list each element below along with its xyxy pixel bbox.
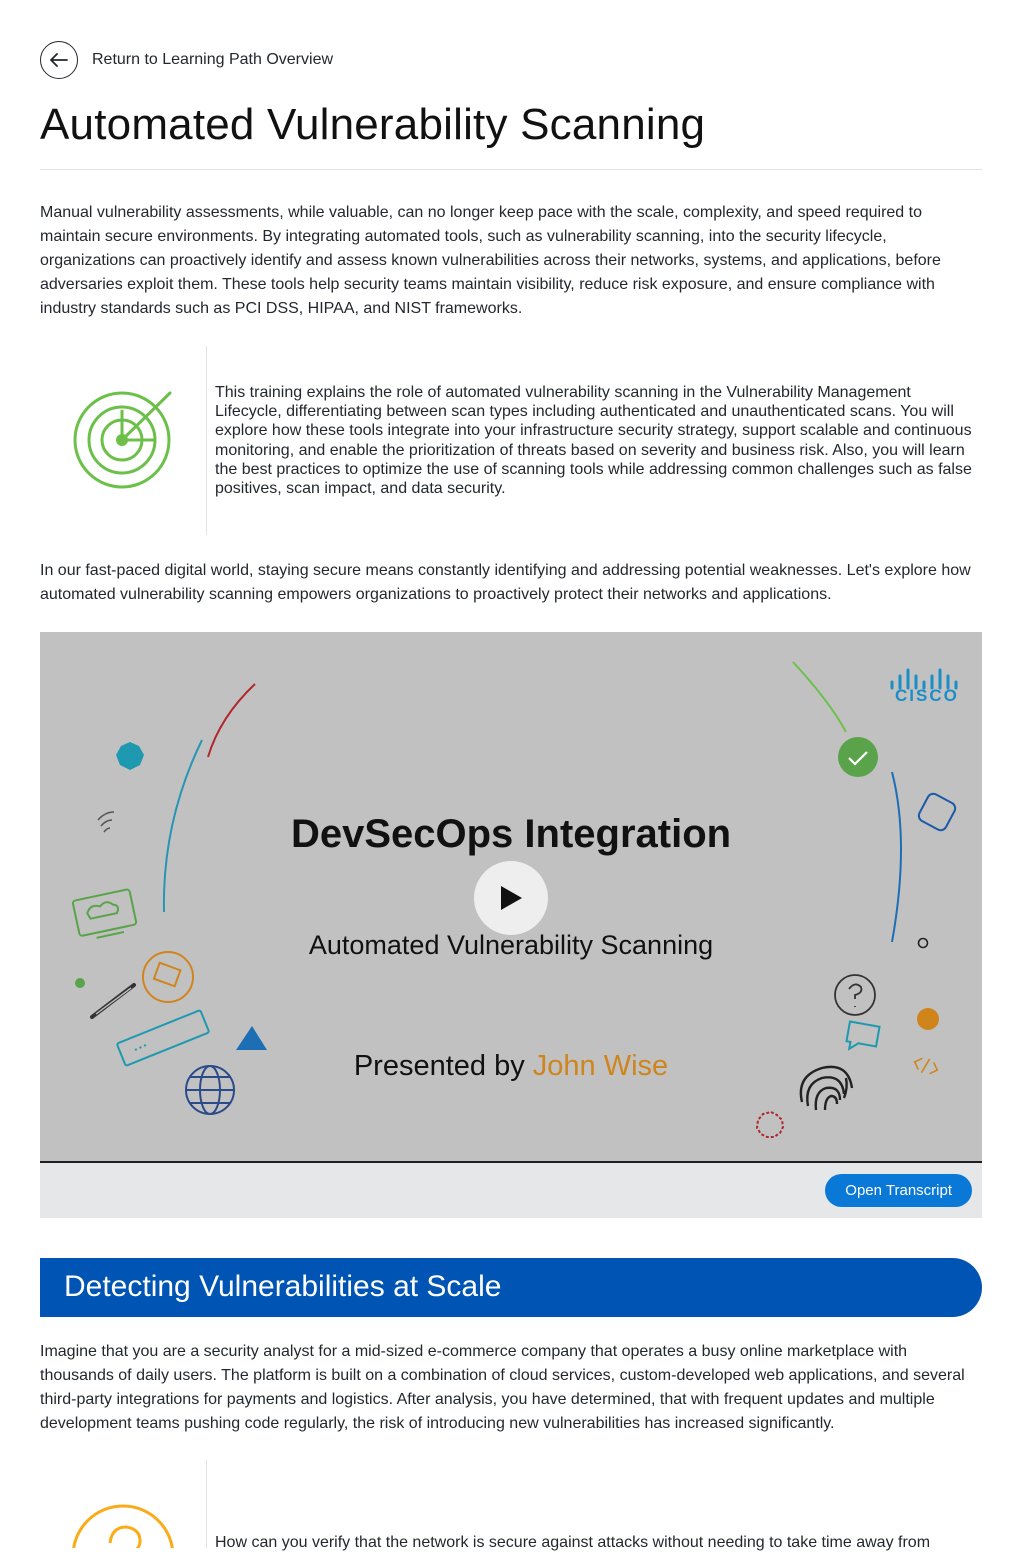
- video-title: DevSecOps Integration: [290, 812, 732, 856]
- scenario-paragraph: Imagine that you are a security analyst for a mid-sized e-commerce company that operates a busy online marketplace with thousands of daily users. The platform is built on a combination of cloud services, custom-developed web applications, and several third-party integrations for payments and logistics. After analysis, you have determined, that with frequent updates and multiple development teams pushing code regularly, the risk of introducing new vulnerabilities has increased significantly.: [40, 1343, 965, 1432]
- callout-divider: [206, 346, 207, 535]
- video-subtitle: Automated Vulnerability Scanning: [308, 930, 714, 960]
- page-title: Automated Vulnerability Scanning: [40, 100, 706, 149]
- back-arrow-icon[interactable]: [40, 41, 78, 79]
- section-heading: Detecting Vulnerabilities at Scale: [64, 1270, 502, 1303]
- callout-divider: [206, 1460, 207, 1548]
- radar-target-icon: [70, 388, 176, 494]
- video-controls-bar: [40, 1163, 982, 1218]
- play-icon[interactable]: [498, 884, 524, 912]
- return-to-overview-link[interactable]: [40, 40, 333, 80]
- play-button[interactable]: [474, 861, 548, 935]
- section-banner: [40, 1258, 982, 1317]
- scenario-question-text: How can you verify that the network is secure against attacks without needing to take time away from: [215, 1534, 931, 1551]
- training-overview-text: This training explains the role of automated vulnerability scanning in the Vulnerability Management Lifecycle, differentiating between scan types including authenticated and unauthenticated scans. You will explore how these tools integrate into your infrastructure security strategy, support scalable and continuous monitoring, and enable the prioritization of threats based on severity and business risk. Also, you will learn the best practices to optimize the use of scanning tools while addressing common challenges such as false positives, scan impact, and data security.: [215, 384, 972, 498]
- video-player[interactable]: [40, 632, 982, 1163]
- video-presenter-line: [40, 1050, 982, 1083]
- title-divider: [40, 169, 982, 170]
- cisco-logo: CISCO: [895, 686, 959, 705]
- presenter-name: John Wise: [532, 1050, 669, 1082]
- open-transcript-button[interactable]: Open Transcript: [825, 1174, 972, 1207]
- question-mark-icon: [70, 1503, 176, 1548]
- presented-by-label: Presented by: [353, 1050, 525, 1082]
- intro-paragraph: Manual vulnerability assessments, while valuable, can no longer keep pace with the scale, complexity, and speed required to maintain secure environments. By integrating automated tools, such as vulnerability scanning, into the security lifecycle, organizations can proactively identify and assess known vulnerabilities across their networks, systems, and applications, before adversaries exploit them. These tools help security teams maintain visibility, reduce risk exposure, and ensure compliance with industry standards such as PCI DSS, HIPAA, and NIST frameworks.: [40, 204, 941, 317]
- return-link-label[interactable]: Return to Learning Path Overview: [92, 51, 334, 68]
- lead-paragraph: In our fast-paced digital world, staying secure means constantly identifying and addressing potential weaknesses. Let's explore how automated vulnerability scanning empowers organizations to proactively protect their networks and applications.: [40, 562, 971, 603]
